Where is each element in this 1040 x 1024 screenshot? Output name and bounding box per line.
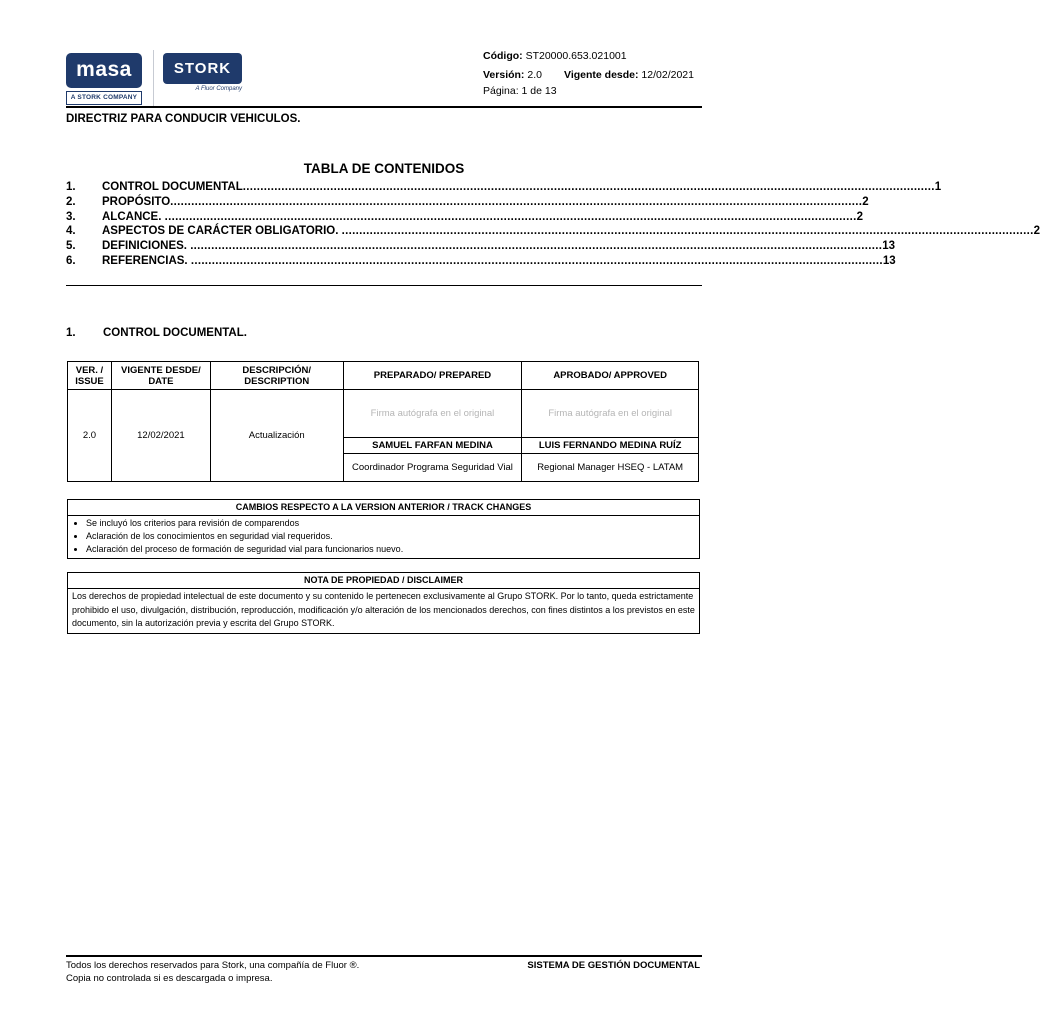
name-approved: LUIS FERNANDO MEDINA RUÍZ xyxy=(522,438,699,454)
list-item: • Aclaración de los conocimientos en seguridad vial requeridos. xyxy=(86,530,699,543)
vigente-label: Vigente desde: xyxy=(564,69,639,81)
list-item: • Aclaración del proceso de formación de seguridad vial para funcionarios nuevo. xyxy=(86,543,699,556)
header-vigente-date: VIGENTE DESDE/ DATE xyxy=(111,362,210,390)
footer-rights: Todos los derechos reservados para Stork, una compañía de Fluor ®. xyxy=(66,960,360,971)
stork-logo-text: STORK xyxy=(163,53,242,84)
logo-divider xyxy=(153,50,154,106)
toc-item[interactable] xyxy=(66,239,896,254)
header-description: DESCRIPCIÓN/ DESCRIPTION xyxy=(210,362,343,390)
toc-item-page: 13 xyxy=(882,254,896,267)
toc-item-number: 3. xyxy=(66,210,76,223)
codigo-label: Código: xyxy=(483,50,523,62)
codigo-value: ST20000.653.021001 xyxy=(525,50,627,62)
toc-item[interactable] xyxy=(66,224,1040,239)
header-prepared: PREPARADO/ PREPARED xyxy=(343,362,522,390)
toc-item-label: ALCANCE. xyxy=(102,210,165,223)
footer-rule xyxy=(66,955,702,957)
toc-leader-dots: ...................................................................................................................................................................................................... xyxy=(190,240,883,253)
control-table xyxy=(67,361,699,482)
toc-item-number: 1. xyxy=(66,181,76,193)
cell-description: Actualización xyxy=(210,390,343,482)
table-of-contents xyxy=(66,180,1040,269)
footer-notice xyxy=(66,959,359,985)
disclaimer-text: Los derechos de propiedad intelectual de este documento y su contenido le pertenecen exclusivamente al Grupo STORK. Por lo tanto, queda estrictamente prohibido el uso, divulgación, distribución, reproducción, modificación y/o alteración de los mencionados derechos, con fines distintos a los previstos en este documento, sin la autorización previa y escrita del Grupo STORK. xyxy=(72,591,695,628)
name-prepared: SAMUEL FARFAN MEDINA xyxy=(343,438,522,454)
role-prepared: Coordinador Programa Seguridad Vial xyxy=(343,454,522,482)
role-approved: Regional Manager HSEQ - LATAM xyxy=(522,454,699,482)
document-title: DIRECTRIZ PARA CONDUCIR VEHICULOS. xyxy=(66,113,301,125)
cell-date: 12/02/2021 xyxy=(111,390,210,482)
toc-leader-dots: ...................................................................................................................................................................................................... xyxy=(164,210,857,223)
toc-item-number: 2. xyxy=(66,195,76,208)
toc-item[interactable] xyxy=(66,195,869,210)
section-title: CONTROL DOCUMENTAL. xyxy=(103,327,247,339)
toc-item-label: DEFINICIONES. xyxy=(102,240,191,253)
toc-heading: TABLA DE CONTENIDOS xyxy=(303,161,465,176)
toc-item[interactable] xyxy=(66,254,896,269)
cell-version: 2.0 xyxy=(68,390,112,482)
version-label: Versión: xyxy=(483,69,525,81)
toc-item-number: 5. xyxy=(66,240,76,253)
track-changes-list xyxy=(68,516,699,558)
header-codigo xyxy=(483,50,627,62)
toc-item-number: 6. xyxy=(66,254,76,267)
masa-logo-text: masa xyxy=(66,53,142,88)
header-version-issue: VER. / ISSUE xyxy=(68,362,112,390)
toc-leader-dots: ...................................................................................................................................................................................................... xyxy=(341,225,1034,238)
toc-bottom-rule xyxy=(66,285,702,286)
toc-item-label: REFERENCIAS. xyxy=(102,254,191,267)
header-version xyxy=(483,69,542,81)
toc-leader-dots: ...................................................................................................................................................................................................... xyxy=(170,195,863,208)
stork-logo-subtitle: A Fluor Company xyxy=(195,86,242,92)
signature-placeholder-prepared: Firma autógrafa en el original xyxy=(343,390,522,438)
version-value: 2.0 xyxy=(527,69,542,81)
header-pagina: Página: 1 de 13 xyxy=(483,85,557,97)
header-vigente xyxy=(564,69,694,81)
list-item: • Se incluyó los criterios para revisión de comparendos xyxy=(86,517,699,530)
toc-item-label: ASPECTOS DE CARÁCTER OBLIGATORIO. xyxy=(102,225,342,238)
footer-system-name: SISTEMA DE GESTIÓN DOCUMENTAL xyxy=(527,960,700,971)
toc-item-page: 2 xyxy=(1033,225,1040,238)
masa-logo-subtitle: A STORK COMPANY xyxy=(66,91,142,105)
header-rule xyxy=(66,106,702,108)
vigente-value: 12/02/2021 xyxy=(641,69,694,81)
toc-item-page: 1 xyxy=(934,181,942,193)
toc-item-label: CONTROL DOCUMENTAL xyxy=(102,181,243,193)
masa-logo xyxy=(66,53,142,105)
toc-item-label: PROPÓSITO xyxy=(102,195,171,208)
header-approved: APROBADO/ APPROVED xyxy=(522,362,699,390)
toc-item[interactable] xyxy=(66,180,942,195)
toc-item-page: 2 xyxy=(862,195,869,208)
toc-item-page: 2 xyxy=(856,210,864,223)
footer-copy-note: Copia no controlada si es descargada o impresa. xyxy=(66,973,273,984)
signature-placeholder-approved: Firma autógrafa en el original xyxy=(522,390,699,438)
section-number: 1. xyxy=(66,327,76,339)
toc-leader-dots: ...................................................................................................................................................................................................... xyxy=(242,181,935,193)
track-changes-box xyxy=(67,499,700,559)
toc-item[interactable] xyxy=(66,210,864,225)
disclaimer-heading: NOTA DE PROPIEDAD / DISCLAIMER xyxy=(68,573,699,589)
toc-item-number: 4. xyxy=(66,225,76,238)
toc-leader-dots: ...................................................................................................................................................................................................... xyxy=(190,254,883,267)
toc-item-page: 13 xyxy=(882,240,896,253)
stork-logo xyxy=(163,53,242,95)
track-changes-heading: CAMBIOS RESPECTO A LA VERSION ANTERIOR / TRACK CHANGES xyxy=(68,500,699,516)
disclaimer-box xyxy=(67,572,700,634)
